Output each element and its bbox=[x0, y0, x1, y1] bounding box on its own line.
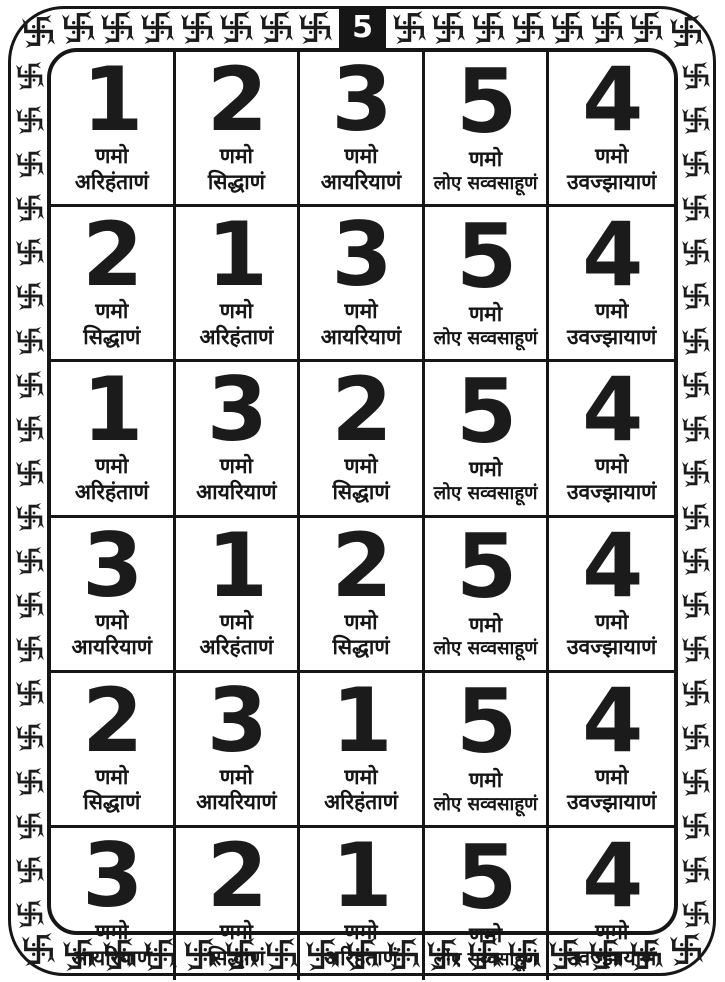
mantra-line-1: णमो bbox=[469, 612, 503, 637]
jain-swastika-icon bbox=[682, 415, 710, 443]
mantra-cell bbox=[300, 358, 425, 517]
jain-swastika-icon bbox=[16, 62, 44, 90]
mantra-line-1: णमो bbox=[469, 302, 503, 327]
mantra-line-1: णमो bbox=[595, 920, 629, 945]
cell-number: 4 bbox=[582, 48, 642, 151]
mantra-line-1: णमो bbox=[595, 454, 629, 479]
jain-swastika-icon bbox=[682, 635, 710, 663]
mantra-line-2: आयरियाणं bbox=[320, 324, 402, 349]
mantra-line-1: णमो bbox=[219, 764, 253, 789]
mantra-line-1: णमो bbox=[344, 454, 378, 479]
mantra-cell bbox=[51, 668, 176, 828]
cell-number: 2 bbox=[331, 358, 391, 462]
mantra-line-1: णमो bbox=[595, 764, 629, 789]
jain-swastika-icon bbox=[682, 768, 710, 796]
cell-number: 3 bbox=[206, 358, 266, 462]
jain-swastika-icon bbox=[16, 150, 44, 178]
mantra-text bbox=[321, 144, 401, 195]
mantra-cell bbox=[51, 203, 176, 362]
jain-swastika-icon bbox=[16, 415, 44, 443]
jain-swastika-icon bbox=[16, 459, 44, 487]
mantra-line-2: लोए सव्वसाहूणं bbox=[433, 327, 538, 349]
mantra-cell bbox=[176, 824, 301, 980]
mantra-cell bbox=[300, 513, 425, 673]
jain-swastika-icon bbox=[393, 11, 426, 44]
mantra-text bbox=[72, 610, 152, 661]
mantra-cell bbox=[549, 48, 674, 207]
mantra-text bbox=[434, 768, 538, 816]
mantra-line-2: सिद्धाणं bbox=[83, 324, 141, 349]
mantra-line-1: णमो bbox=[595, 609, 629, 634]
mantra-text bbox=[199, 299, 273, 350]
mantra-cell bbox=[51, 513, 176, 673]
jain-swastika-icon bbox=[630, 11, 663, 44]
mantra-cell bbox=[176, 48, 301, 207]
mantra-cell bbox=[300, 48, 425, 207]
jain-swastika-icon bbox=[551, 11, 584, 44]
mantra-cell bbox=[425, 359, 550, 517]
mantra-line-2: उवज्झायाणं bbox=[567, 790, 657, 815]
mantra-line-1: णमो bbox=[595, 144, 629, 168]
jain-swastika-icon bbox=[670, 15, 703, 48]
mantra-text bbox=[75, 144, 149, 195]
cell-number: 2 bbox=[82, 203, 142, 307]
mantra-line-1: णमो bbox=[469, 767, 503, 792]
jain-swastika-icon bbox=[220, 11, 253, 44]
mantra-text bbox=[332, 454, 389, 505]
cell-number: 4 bbox=[582, 513, 642, 617]
mantra-cell bbox=[425, 204, 550, 362]
cell-number: 4 bbox=[582, 203, 642, 307]
jain-swastika-icon bbox=[670, 933, 703, 966]
mantra-line-2: उवज्झायाणं bbox=[567, 635, 657, 660]
mantra-line-2: उवज्झायाणं bbox=[567, 945, 657, 970]
mantra-line-2: अरिहंताणं bbox=[324, 945, 398, 970]
mantra-cell bbox=[51, 48, 176, 207]
jain-swastika-icon bbox=[682, 459, 710, 487]
jain-swastika-icon bbox=[299, 11, 332, 44]
cell-number: 3 bbox=[82, 824, 142, 928]
mantra-text bbox=[196, 454, 276, 505]
jain-swastika-icon bbox=[682, 327, 710, 355]
mantra-cell bbox=[51, 358, 176, 517]
cell-number: 3 bbox=[206, 668, 266, 772]
cell-number: 4 bbox=[582, 358, 642, 462]
jain-swastika-icon bbox=[682, 371, 710, 399]
mantra-line-1: णमो bbox=[344, 920, 378, 945]
mantra-cell bbox=[425, 515, 550, 673]
jain-swastika-icon bbox=[16, 547, 44, 575]
jain-swastika-icon bbox=[101, 11, 134, 44]
cell-number: 1 bbox=[206, 513, 266, 617]
mantra-line-1: णमो bbox=[95, 609, 129, 634]
mantra-text bbox=[332, 610, 389, 661]
mantra-text bbox=[83, 765, 140, 816]
mantra-line-2: सिद्धाणं bbox=[83, 790, 141, 815]
cell-number: 3 bbox=[331, 48, 391, 151]
mantra-line-2: सिद्धाणं bbox=[332, 480, 390, 505]
mantra-cell bbox=[300, 203, 425, 362]
cell-number: 5 bbox=[455, 515, 516, 619]
mantra-text bbox=[72, 920, 152, 971]
mantra-line-2: लोए सव्वसाहूणं bbox=[433, 948, 538, 970]
mantra-cell bbox=[549, 668, 674, 828]
jain-swastika-icon bbox=[682, 150, 710, 178]
jain-swastika-icon bbox=[682, 194, 710, 222]
mantra-line-1: णमो bbox=[219, 920, 253, 945]
mantra-line-1: णमो bbox=[95, 764, 129, 789]
mantra-text bbox=[208, 144, 265, 195]
left-swastika-border bbox=[13, 62, 46, 928]
mantra-line-2: सिद्धाणं bbox=[332, 635, 390, 660]
jain-swastika-icon bbox=[682, 238, 710, 266]
page-number-badge: 5 bbox=[339, 7, 386, 48]
mantra-line-2: आयरियाणं bbox=[320, 169, 402, 194]
jain-swastika-icon bbox=[472, 11, 505, 44]
mantra-text bbox=[567, 299, 656, 350]
jain-swastika-icon bbox=[682, 723, 710, 751]
mantra-line-1: णमो bbox=[595, 299, 629, 324]
cell-number: 4 bbox=[582, 668, 642, 772]
jain-swastika-icon bbox=[16, 635, 44, 663]
mantra-cell bbox=[300, 824, 425, 980]
mantra-line-1: णमो bbox=[469, 457, 503, 482]
cell-number: 1 bbox=[82, 358, 142, 462]
mantra-cell bbox=[425, 49, 550, 207]
jain-swastika-icon bbox=[16, 282, 44, 310]
mantra-line-2: सिद्धाणं bbox=[207, 945, 265, 970]
mantra-line-2: अरिहंताणं bbox=[324, 790, 398, 815]
mantra-text bbox=[567, 144, 656, 195]
mantra-line-1: णमो bbox=[95, 144, 129, 168]
mantra-line-1: णमो bbox=[344, 609, 378, 634]
mantra-line-2: उवज्झायाणं bbox=[567, 169, 657, 194]
mantra-line-1: णमो bbox=[219, 609, 253, 634]
mantra-line-1: णमो bbox=[95, 299, 129, 324]
mantra-text bbox=[434, 457, 538, 505]
jain-swastika-icon bbox=[16, 856, 44, 884]
jain-swastika-icon bbox=[682, 62, 710, 90]
cell-number: 1 bbox=[82, 48, 142, 151]
mantra-text bbox=[208, 920, 265, 971]
mantra-line-1: णमो bbox=[344, 299, 378, 324]
cell-number: 2 bbox=[206, 48, 266, 151]
jain-swastika-icon bbox=[260, 11, 293, 44]
jain-swastika-icon bbox=[16, 503, 44, 531]
jain-swastika-icon bbox=[16, 194, 44, 222]
mantra-line-2: लोए सव्वसाहूणं bbox=[433, 638, 538, 660]
jain-swastika-icon bbox=[16, 900, 44, 928]
cell-number: 3 bbox=[331, 203, 391, 307]
mantra-cell bbox=[51, 824, 176, 980]
mantra-text bbox=[567, 765, 656, 816]
mantra-line-1: णमो bbox=[344, 764, 378, 789]
jain-swastika-icon bbox=[682, 503, 710, 531]
mantra-line-1: णमो bbox=[469, 147, 503, 172]
jain-swastika-icon bbox=[16, 591, 44, 619]
mantra-line-1: णमो bbox=[469, 923, 503, 948]
mantra-cell bbox=[549, 824, 674, 980]
cell-number: 2 bbox=[331, 513, 391, 617]
mantra-line-2: अरिहंताणं bbox=[74, 169, 149, 194]
mantra-text bbox=[75, 454, 149, 505]
mantra-cell bbox=[549, 203, 674, 362]
mantra-line-2: उवज्झायाणं bbox=[567, 324, 657, 349]
mantra-text bbox=[567, 610, 656, 661]
jain-swastika-icon bbox=[682, 812, 710, 840]
jain-swastika-icon bbox=[591, 11, 624, 44]
mantra-table bbox=[47, 48, 678, 970]
jain-swastika-icon bbox=[62, 11, 95, 44]
jain-swastika-icon bbox=[682, 679, 710, 707]
jain-swastika-icon bbox=[16, 371, 44, 399]
mantra-line-1: णमो bbox=[219, 144, 253, 168]
mantra-cell bbox=[425, 670, 550, 828]
jain-swastika-icon bbox=[682, 282, 710, 310]
mantra-line-2: आयरियाणं bbox=[71, 635, 153, 660]
mantra-line-2: अरिहंताणं bbox=[199, 324, 274, 349]
mantra-line-2: आयरियाणं bbox=[196, 790, 277, 815]
mantra-text bbox=[324, 765, 398, 816]
jain-swastika-icon bbox=[22, 15, 55, 48]
mantra-text bbox=[434, 147, 538, 195]
mantra-cell bbox=[549, 513, 674, 673]
mantra-cell bbox=[300, 668, 425, 828]
cell-number: 4 bbox=[582, 824, 642, 928]
jain-swastika-icon bbox=[682, 591, 710, 619]
mantra-text bbox=[199, 610, 273, 661]
mantra-line-2: लोए सव्वसाहूणं bbox=[433, 483, 538, 505]
mantra-text bbox=[321, 299, 401, 350]
mantra-line-2: अरिहंताणं bbox=[74, 480, 149, 505]
mantra-cell bbox=[176, 203, 301, 362]
mantra-line-1: णमो bbox=[344, 144, 378, 168]
jain-swastika-icon bbox=[432, 11, 465, 44]
cell-number: 1 bbox=[331, 824, 391, 928]
cell-number: 5 bbox=[455, 825, 516, 929]
mantra-text bbox=[567, 454, 656, 505]
jain-swastika-icon bbox=[512, 11, 545, 44]
jain-swastika-icon bbox=[141, 11, 174, 44]
jain-swastika-icon bbox=[682, 106, 710, 134]
jain-swastika-icon bbox=[181, 11, 214, 44]
mantra-line-1: णमो bbox=[219, 454, 253, 479]
mantra-line-2: लोए सव्वसाहूणं bbox=[433, 172, 538, 194]
jain-swastika-icon bbox=[682, 547, 710, 575]
mantra-line-2: अरिहंताणं bbox=[199, 635, 274, 660]
mantra-text bbox=[324, 920, 398, 971]
mantra-line-2: आयरियाणं bbox=[196, 480, 277, 505]
top-swastika-border bbox=[14, 7, 711, 48]
mantra-cell bbox=[425, 825, 550, 980]
mantra-text bbox=[567, 920, 656, 971]
mantra-text bbox=[434, 302, 538, 350]
mantra-line-2: लोए सव्वसाहूणं bbox=[433, 793, 538, 815]
mantra-text bbox=[196, 765, 276, 816]
mantra-cell bbox=[176, 668, 301, 828]
cell-number: 3 bbox=[82, 513, 142, 617]
mantra-line-1: णमो bbox=[219, 299, 253, 324]
jain-swastika-icon bbox=[682, 900, 710, 928]
cell-number: 5 bbox=[455, 670, 516, 774]
mantra-text bbox=[83, 299, 140, 350]
mantra-line-1: णमो bbox=[95, 454, 129, 479]
cell-number: 1 bbox=[331, 668, 391, 772]
jain-swastika-icon bbox=[16, 812, 44, 840]
mantra-line-2: आयरियाणं bbox=[71, 945, 153, 970]
mantra-line-2: उवज्झायाणं bbox=[567, 480, 657, 505]
cell-number: 1 bbox=[206, 203, 266, 307]
jain-swastika-icon bbox=[16, 238, 44, 266]
cell-number: 5 bbox=[455, 49, 516, 153]
cell-number: 2 bbox=[206, 824, 266, 928]
mantra-grid bbox=[51, 48, 674, 970]
jain-swastika-icon bbox=[16, 768, 44, 796]
cell-number: 2 bbox=[82, 668, 142, 772]
mantra-text bbox=[434, 923, 538, 971]
mantra-cell bbox=[549, 358, 674, 517]
right-swastika-border bbox=[679, 62, 712, 928]
jain-swastika-icon bbox=[16, 327, 44, 355]
cell-number: 5 bbox=[455, 359, 516, 463]
jain-swastika-icon bbox=[16, 106, 44, 134]
mantra-text bbox=[434, 613, 538, 661]
cell-number: 5 bbox=[455, 204, 516, 308]
jain-swastika-icon bbox=[16, 679, 44, 707]
mantra-line-2: सिद्धाणं bbox=[207, 169, 265, 194]
jain-swastika-icon bbox=[682, 856, 710, 884]
jain-swastika-icon bbox=[16, 723, 44, 751]
mantra-cell bbox=[176, 358, 301, 517]
mantra-cell bbox=[176, 513, 301, 673]
mantra-line-1: णमो bbox=[95, 920, 129, 945]
